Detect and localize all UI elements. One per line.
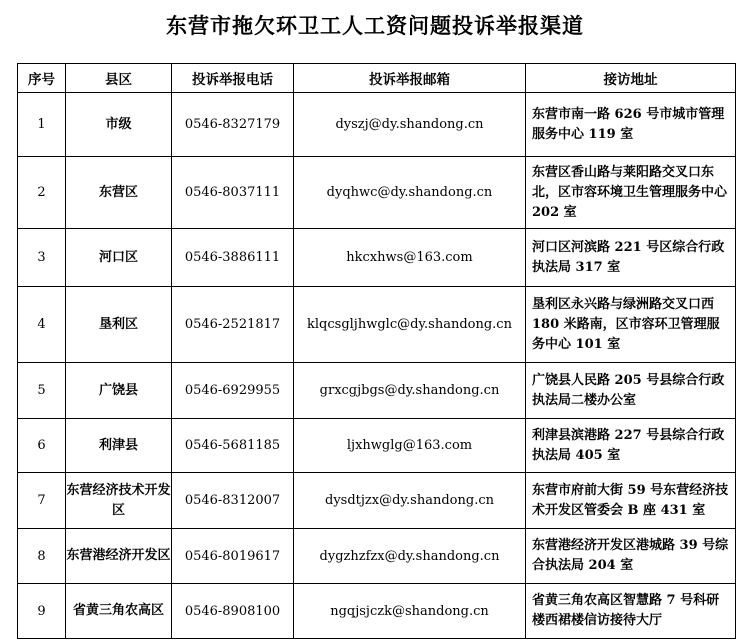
row-no: 9 [18, 584, 66, 639]
table-row [18, 157, 736, 229]
row-address: 利津县滨港路 227 号县综合行政执法局 405 室 [526, 419, 736, 473]
row-email: hkcxhws@163.com [294, 229, 526, 287]
table-row [18, 287, 736, 363]
row-address: 东营港经济开发区港城路 39 号综合执法局 204 室 [526, 529, 736, 584]
row-county: 东营经济技术开发区 [66, 473, 172, 529]
row-email: dygzhzfzx@dy.shandong.cn [294, 529, 526, 584]
row-no: 5 [18, 363, 66, 419]
table-row [18, 473, 736, 529]
row-email: dyszj@dy.shandong.cn [294, 93, 526, 157]
row-address: 东营市南一路 626 号市城市管理服务中心 119 室 [526, 93, 736, 157]
header-phone: 投诉举报电话 [172, 64, 294, 93]
table-row [18, 93, 736, 157]
row-county: 利津县 [66, 419, 172, 473]
row-phone: 0546-8037111 [172, 157, 294, 229]
header-county: 县区 [66, 64, 172, 93]
row-county: 广饶县 [66, 363, 172, 419]
table-row [18, 584, 736, 639]
row-email: grxcgjbgs@dy.shandong.cn [294, 363, 526, 419]
row-county: 市级 [66, 93, 172, 157]
table-header-row [18, 64, 736, 93]
row-phone: 0546-3886111 [172, 229, 294, 287]
table-row [18, 529, 736, 584]
row-address: 东营区香山路与莱阳路交叉口东北，区市容环境卫生管理服务中心 202 室 [526, 157, 736, 229]
row-county: 东营港经济开发区 [66, 529, 172, 584]
row-no: 6 [18, 419, 66, 473]
row-county: 垦利区 [66, 287, 172, 363]
row-phone: 0546-5681185 [172, 419, 294, 473]
row-phone: 0546-8019617 [172, 529, 294, 584]
row-phone: 0546-8312007 [172, 473, 294, 529]
row-phone: 0546-8908100 [172, 584, 294, 639]
row-no: 8 [18, 529, 66, 584]
header-address: 接访地址 [526, 64, 736, 93]
row-no: 4 [18, 287, 66, 363]
row-no: 7 [18, 473, 66, 529]
row-phone: 0546-6929955 [172, 363, 294, 419]
header-no: 序号 [18, 64, 66, 93]
row-email: klqcsgljhwglc@dy.shandong.cn [294, 287, 526, 363]
complaint-channels-table [17, 63, 736, 639]
row-county: 东营区 [66, 157, 172, 229]
row-email: dyqhwc@dy.shandong.cn [294, 157, 526, 229]
row-county: 省黄三角农高区 [66, 584, 172, 639]
row-phone: 0546-2521817 [172, 287, 294, 363]
page-title: 东营市拖欠环卫工人工资问题投诉举报渠道 [166, 13, 584, 38]
table-row [18, 229, 736, 287]
row-county: 河口区 [66, 229, 172, 287]
header-email: 投诉举报邮箱 [294, 64, 526, 93]
table-row [18, 363, 736, 419]
row-address: 广饶县人民路 205 号县综合行政执法局二楼办公室 [526, 363, 736, 419]
row-address: 东营市府前大街 59 号东营经济技术开发区管委会 B 座 431 室 [526, 473, 736, 529]
row-no: 3 [18, 229, 66, 287]
row-email: ngqjsjczk@shandong.cn [294, 584, 526, 639]
row-no: 2 [18, 157, 66, 229]
row-no: 1 [18, 93, 66, 157]
row-address: 垦利区永兴路与绿洲路交叉口西 180 米路南，区市容环卫管理服务中心 101 室 [526, 287, 736, 363]
row-address: 河口区河滨路 221 号区综合行政执法局 317 室 [526, 229, 736, 287]
row-address: 省黄三角农高区智慧路 7 号科研楼西裙楼信访接待大厅 [526, 584, 736, 639]
row-email: ljxhwglg@163.com [294, 419, 526, 473]
table-row [18, 419, 736, 473]
row-phone: 0546-8327179 [172, 93, 294, 157]
row-email: dysdtjzx@dy.shandong.cn [294, 473, 526, 529]
